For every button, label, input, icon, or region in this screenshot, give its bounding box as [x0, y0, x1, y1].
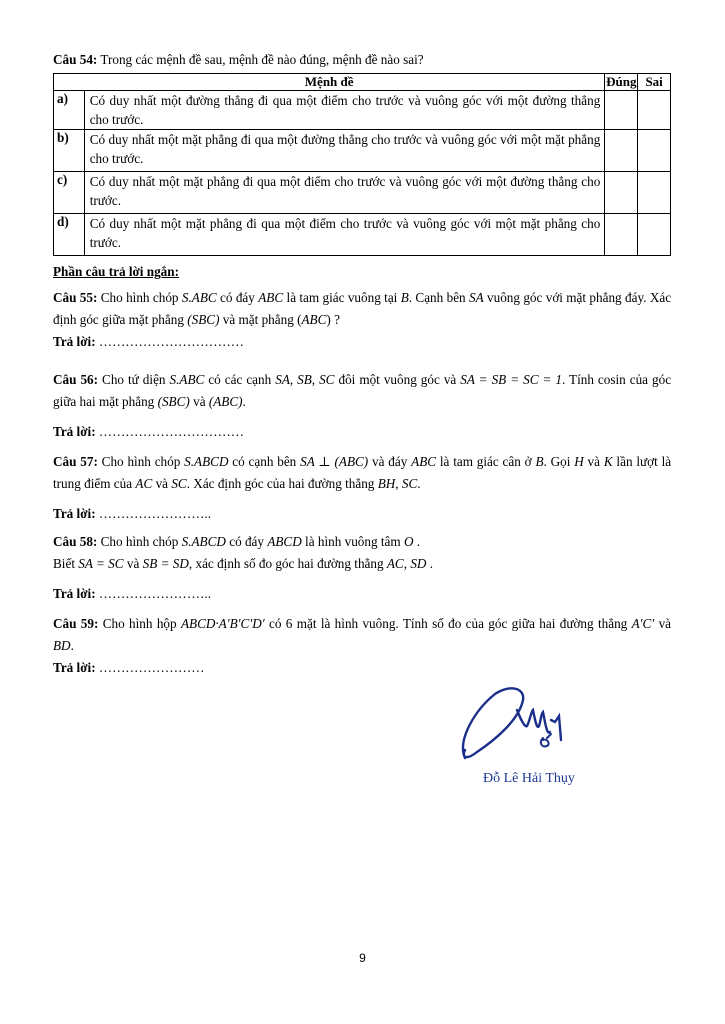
- text: . Tính cosin của góc giữa hai mặt phẳng: [53, 372, 672, 409]
- table-row: [54, 91, 671, 130]
- question-label: Câu 58:: [53, 534, 98, 549]
- false-answer-cell[interactable]: [638, 91, 671, 130]
- answer-label: Trả lời:: [53, 506, 96, 521]
- text: là hình vuông tâm: [305, 534, 401, 549]
- math: AC, SD: [386, 556, 427, 571]
- text: đôi một vuông góc và: [338, 372, 457, 387]
- text: có đáy: [229, 534, 265, 549]
- text: có cạnh bên: [232, 454, 297, 469]
- math: K: [603, 454, 613, 469]
- math: AC: [135, 476, 153, 491]
- header-false: Sai: [638, 74, 671, 91]
- text: là tam giác vuông tại: [286, 290, 398, 305]
- answer-line: [53, 585, 671, 603]
- row-label: d): [54, 214, 85, 256]
- text: vuông góc với mặt phẳng đáy. Xác định góc giữa mặt phẳng: [53, 290, 672, 327]
- false-answer-cell[interactable]: [638, 214, 671, 256]
- math: S.ABCD: [184, 454, 229, 469]
- page-content: [53, 51, 671, 677]
- text: .: [242, 394, 246, 409]
- question-54: [53, 51, 671, 69]
- math: ABC: [301, 312, 327, 327]
- question-label: Câu 56:: [53, 372, 99, 387]
- math: O: [403, 534, 414, 549]
- page-number: 9: [359, 951, 366, 965]
- row-label: c): [54, 172, 85, 214]
- text: có các cạnh: [208, 372, 272, 387]
- question-label: Câu 54:: [53, 52, 98, 67]
- answer-line: [53, 333, 671, 351]
- text: Cho hình hộp: [102, 616, 177, 631]
- math: BD: [53, 638, 71, 653]
- row-statement: Có duy nhất một mặt phẳng đi qua một điểm cho trước và vuông góc với một đường thẳng cho trước.: [84, 172, 605, 214]
- question-text: Trong các mệnh đề sau, mệnh đề nào đúng, mệnh đề nào sai?: [100, 52, 424, 67]
- section-title: Phần câu trả lời ngắn:: [53, 264, 180, 279]
- math: B: [535, 454, 544, 469]
- text: Biết: [53, 556, 75, 571]
- question-59: [53, 613, 671, 657]
- text: và mặt phẳng (: [222, 312, 302, 327]
- answer-blank[interactable]: ……………………………: [98, 334, 244, 349]
- text: có 6 mặt là hình vuông. Tính số đo của góc giữa hai đường thẳng: [269, 616, 628, 631]
- false-answer-cell[interactable]: [638, 130, 671, 172]
- row-statement: Có duy nhất một mặt phẳng đi qua một đường thẳng cho trước và vuông góc với một mặt phẳng cho trước.: [84, 130, 605, 172]
- text: . Xác định góc của hai đường thẳng: [186, 476, 375, 491]
- text: có đáy: [220, 290, 255, 305]
- question-label: Câu 59:: [53, 616, 99, 631]
- text: và đáy: [372, 454, 408, 469]
- math: SB = SD: [142, 556, 189, 571]
- math: ABCD·A′B′C′D′: [180, 616, 265, 631]
- math: ABC: [411, 454, 437, 469]
- text: Cho hình chóp: [101, 454, 181, 469]
- math: A′C′: [631, 616, 655, 631]
- text: . Gọi: [543, 454, 571, 469]
- row-statement: Có duy nhất một đường thẳng đi qua một điểm cho trước và vuông góc với một đường thẳng cho trước.: [84, 91, 605, 130]
- text: Cho hình chóp: [100, 290, 179, 305]
- answer-line: [53, 423, 671, 441]
- answer-blank[interactable]: ……………………..: [98, 586, 211, 601]
- signature-image: [455, 680, 595, 775]
- answer-line: [53, 505, 671, 523]
- text: và: [126, 556, 140, 571]
- author-name: Đỗ Lê Hải Thụy: [483, 771, 575, 786]
- answer-label: Trả lời:: [53, 334, 96, 349]
- math: S.ABC: [181, 290, 217, 305]
- table-row: [54, 172, 671, 214]
- math: ABCD: [267, 534, 302, 549]
- question-56: [53, 369, 671, 413]
- answer-label: Trả lời:: [53, 660, 96, 675]
- math: H: [574, 454, 584, 469]
- math: (SBC): [187, 312, 220, 327]
- answer-blank[interactable]: ……………………: [98, 660, 205, 675]
- table-row: [54, 130, 671, 172]
- true-answer-cell[interactable]: [605, 91, 638, 130]
- text: và: [658, 616, 672, 631]
- row-label: a): [54, 91, 85, 130]
- false-answer-cell[interactable]: [638, 172, 671, 214]
- text: là tam giác cân ở: [439, 454, 532, 469]
- math: (SBC): [157, 394, 190, 409]
- true-false-table: [53, 73, 671, 256]
- math: B: [400, 290, 409, 305]
- text: và: [587, 454, 600, 469]
- text: ) ?: [326, 312, 340, 327]
- text: .: [429, 556, 434, 571]
- question-55: [53, 287, 671, 331]
- answer-label: Trả lời:: [53, 424, 96, 439]
- math: SA = SC: [78, 556, 124, 571]
- question-label: Câu 57:: [53, 454, 98, 469]
- text: .: [416, 534, 421, 549]
- math: S.ABC: [169, 372, 205, 387]
- question-label: Câu 55:: [53, 290, 98, 305]
- row-label: b): [54, 130, 85, 172]
- math: ABC: [258, 290, 284, 305]
- math: SC: [171, 476, 187, 491]
- text: Cho hình chóp: [100, 534, 179, 549]
- answer-label: Trả lời:: [53, 586, 96, 601]
- text: Cho tứ diện: [102, 372, 166, 387]
- row-statement: Có duy nhất một mặt phẳng đi qua một điểm cho trước và vuông góc với một mặt phẳng cho trước.: [84, 214, 605, 256]
- question-58: [53, 531, 671, 575]
- math: BH, SC: [377, 476, 418, 491]
- math: (ABC): [208, 394, 243, 409]
- math: S.ABCD: [181, 534, 226, 549]
- question-57: [53, 451, 671, 495]
- answer-blank[interactable]: ……………………………: [98, 424, 244, 439]
- text: lần lượt là trung điểm của: [53, 454, 672, 491]
- answer-blank[interactable]: ……………………..: [98, 506, 211, 521]
- math: SA ⊥ (ABC): [300, 454, 369, 469]
- text: và: [193, 394, 206, 409]
- text: . Cạnh bên: [408, 290, 466, 305]
- true-answer-cell[interactable]: [605, 172, 638, 214]
- header-true: Đúng: [606, 74, 637, 89]
- true-answer-cell[interactable]: [605, 214, 638, 256]
- text: và: [155, 476, 169, 491]
- math: SA: [469, 290, 484, 305]
- text: , xác định số đo góc hai đường thẳng: [188, 556, 384, 571]
- true-answer-cell[interactable]: [605, 130, 638, 172]
- table-row: [54, 214, 671, 256]
- math: SA, SB, SC: [275, 372, 335, 387]
- answer-line: [53, 659, 671, 677]
- text: .: [70, 638, 74, 653]
- table-header-row: [54, 74, 671, 91]
- text: .: [417, 476, 421, 491]
- header-statement: Mệnh đề: [54, 74, 605, 91]
- math: SA = SB = SC = 1: [460, 372, 562, 387]
